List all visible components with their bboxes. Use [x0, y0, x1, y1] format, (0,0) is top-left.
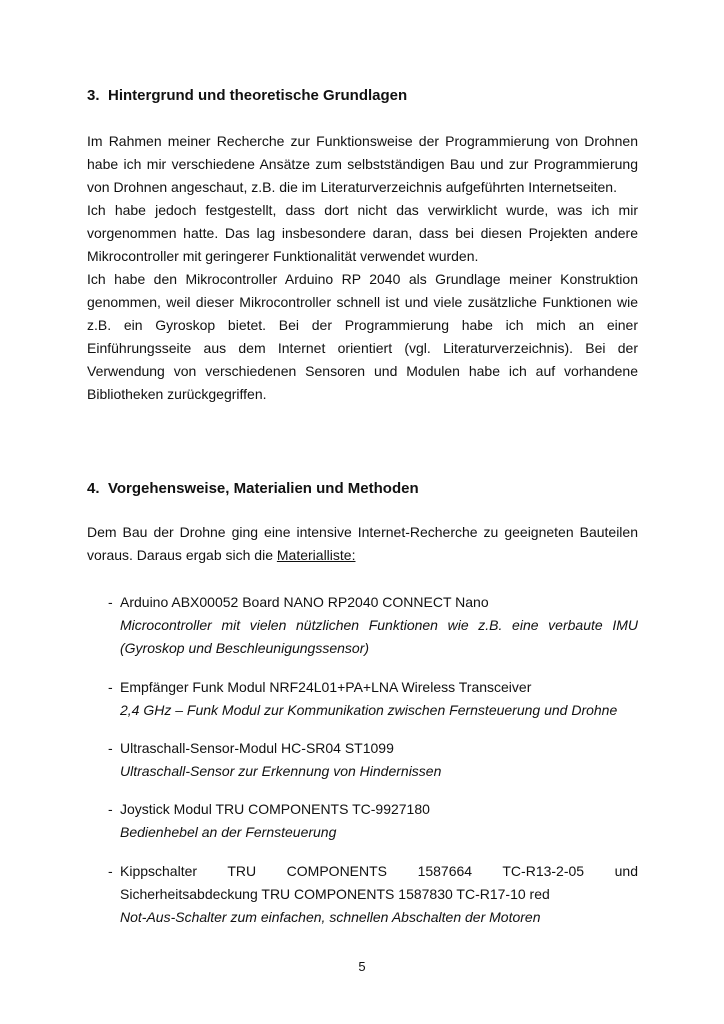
item-name: Empfänger Funk Modul NRF24L01+PA+LNA Wireless Transceiver [120, 679, 532, 695]
materialliste-label: Materialliste: [276, 547, 356, 563]
list-item [108, 676, 638, 722]
section-4-intro [87, 521, 638, 567]
section-3-paragraph-2: Ich habe jedoch festgestellt, dass dort nicht das verwirklicht wurde, was ich mir vorgenommen hatte. Das lag insbesondere daran, dass bei diesen Projekten andere Mikrocontroller mit geringerer Funktionalität verwendet wurden. [87, 202, 638, 264]
section-title: Vorgehensweise, Materialien und Methoden [108, 480, 419, 497]
bullet-dash: - [108, 863, 113, 879]
section-3-heading [87, 84, 638, 107]
bullet-dash: - [108, 679, 113, 695]
section-3-paragraph-1: Im Rahmen meiner Recherche zur Funktionsweise der Programmierung von Drohnen habe ich mir verschiedene Ansätze zum selbstständigen Bau und zur Programmierung von Drohnen angeschaut, z.B. die im Literaturverzeichnis aufgeführten Internetseiten. [87, 133, 638, 195]
item-name: Arduino ABX00052 Board NANO RP2040 CONNECT Nano [120, 594, 489, 610]
page-number: 5 [358, 959, 366, 974]
item-name: Ultraschall-Sensor-Modul HC-SR04 ST1099 [120, 740, 394, 756]
section-3-paragraph-3: Ich habe den Mikrocontroller Arduino RP 2040 als Grundlage meiner Konstruktion genommen, weil dieser Mikrocontroller schnell ist und viele zusätzliche Funktionen wie z.B. ein Gyroskop bietet. Bei der Programmierung habe ich mich an einer Einführungsseite aus dem Internet orientiert (vgl. Literaturverzeichnis). Bei der Verwendung von verschiedenen Sensoren und Modulen habe ich auf vorhandene Bibliotheken zurückgegriffen. [87, 271, 638, 402]
item-description: Microcontroller mit vielen nützlichen Funktionen wie z.B. eine verbaute IMU (Gyroskop und Beschleunigungssensor) [120, 617, 638, 656]
list-item [108, 591, 638, 660]
list-item [108, 737, 638, 783]
bullet-dash: - [108, 740, 113, 756]
bullet-dash: - [108, 594, 113, 610]
list-item [108, 860, 638, 929]
item-description: Bedienhebel an der Fernsteuerung [120, 824, 337, 840]
intro-text: Dem Bau der Drohne ging eine intensive Internet-Recherche zu geeigneten Bauteilen voraus. Daraus ergab sich die [87, 524, 638, 563]
item-description: Ultraschall-Sensor zur Erkennung von Hindernissen [120, 763, 442, 779]
bullet-dash: - [108, 801, 113, 817]
section-4-heading [87, 477, 638, 500]
section-title: Hintergrund und theoretische Grundlagen [108, 87, 408, 104]
section-number: 3. [87, 87, 100, 104]
item-name: Kippschalter TRU COMPONENTS 1587664 TC-R13-2-05 und Sicherheitsabdeckung TRU COMPONENTS 1587830 TC-R17-10 red [120, 863, 638, 902]
item-name: Joystick Modul TRU COMPONENTS TC-9927180 [120, 801, 430, 817]
list-item [108, 798, 638, 844]
section-number: 4. [87, 480, 100, 497]
item-description: 2,4 GHz – Funk Modul zur Kommunikation zwischen Fernsteuerung und Drohne [120, 702, 618, 718]
item-description: Not-Aus-Schalter zum einfachen, schnellen Abschalten der Motoren [120, 909, 541, 925]
